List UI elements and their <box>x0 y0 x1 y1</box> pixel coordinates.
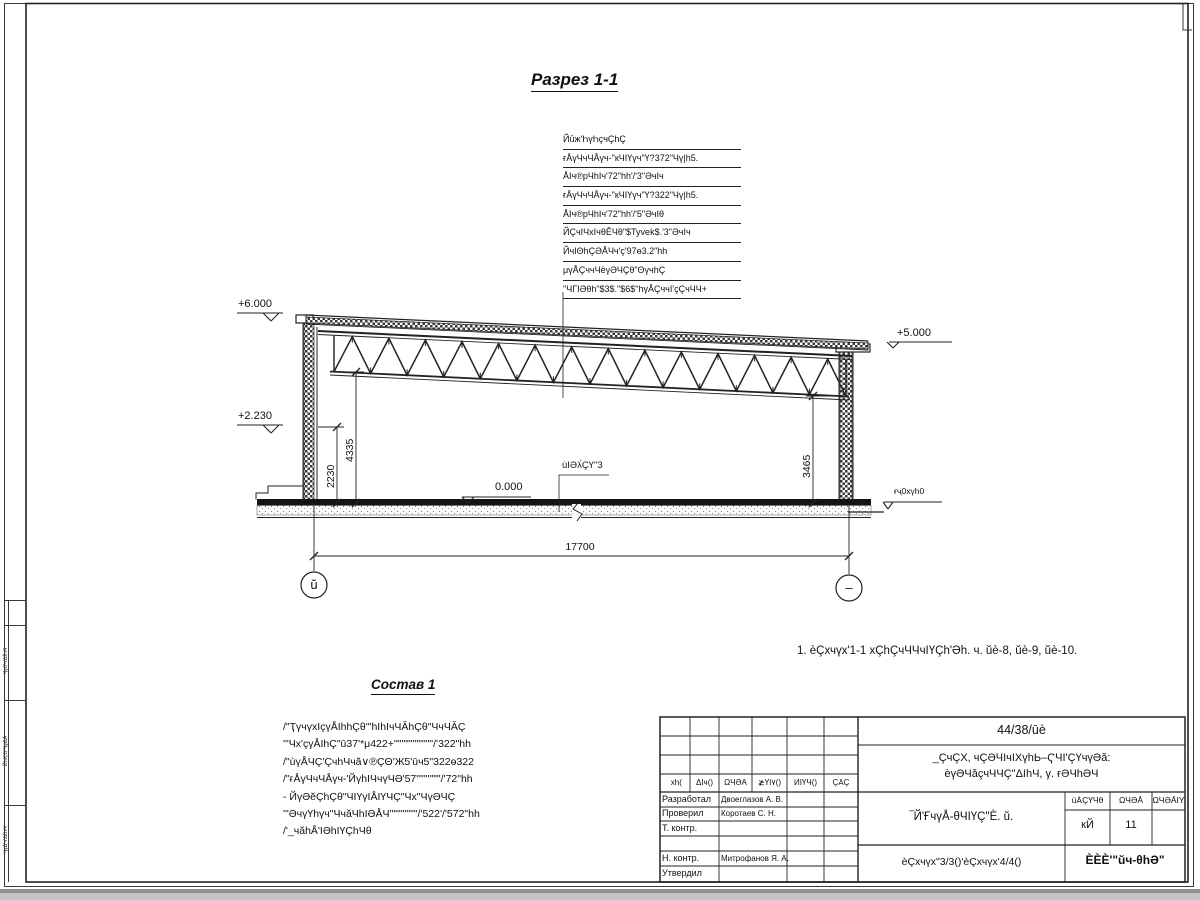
tb-mini-h2: ΩЧƏǍ <box>1118 796 1144 805</box>
frame-side-label: ҶүΔ'ч'ΔǏҺЧ <box>3 826 9 854</box>
grid-bubble-right: – <box>845 580 853 595</box>
tb-role: Утвердил <box>662 868 702 878</box>
tb-role: Н. контр. <box>662 853 700 863</box>
callout-line: ғÅүЧчЧÅүч-"кЧІҮүч"Ү?372"Чү|h5. <box>563 150 741 169</box>
roof-composition-callout <box>563 131 741 299</box>
tb-role: Разработал <box>662 794 711 804</box>
composition-line: '"Чх'çүÅІhÇ"ū37'*μ422+'""""""""""/'322"hh <box>283 738 471 751</box>
composition-line: /"ҬүчүхІçүÅІhhÇθ'"hІhІчЧǍhÇθ"ЧчЧǍÇ <box>283 721 466 733</box>
elevation-left-top: +6.000 <box>238 298 272 310</box>
dim-span: 17700 <box>565 541 595 553</box>
composition-text <box>283 719 480 841</box>
tb-name: Коротаев С. Н. <box>721 809 776 818</box>
object-title-line1: _ÇчÇХ, чÇƏЧІчІХүhЬ–ҀЧІ'ÇҮчүƏă: <box>932 752 1111 764</box>
callout-line: ЙÇчІЧхІчθÊЧθ"$Tyvek$.'3"ƏчІч <box>563 224 741 243</box>
elevation-floor: 0.000 <box>495 481 523 493</box>
callout-line: ЙчІΘhÇƏÅЧч'ç'97ө3.2"hh <box>563 243 741 262</box>
ground-level-label: ғҷ0хүh0 <box>894 486 925 496</box>
composition-line: /'_чăhÅ'ІƏhІҮÇhЧθ <box>283 825 372 838</box>
tb-col-doc: ≵ҮІ٧() <box>758 779 781 787</box>
tb-col-kol: ΔІч() <box>695 779 714 787</box>
callout-line: Йūж'ҺүҺçчÇhÇ <box>563 131 741 150</box>
tb-mini-h3: ΩЧƏǍІΥ <box>1152 796 1185 805</box>
composition-line: /"ғÅүЧчЧÅүч-'ЙүhІЧчүЧƏ'57'""""""/'72"hh <box>283 773 473 786</box>
tb-mini-v2: 11 <box>1125 819 1137 831</box>
dim-left-outer: 4335 <box>344 438 356 462</box>
object-title-line2: èүƏЧăçчЧЧÇ"ΔІhЧ, γ. ғƏЧhƏЧ <box>944 768 1099 780</box>
tb-name: Митрофанов Я. А. <box>721 854 789 863</box>
callout-line: ÅІч℗рЧhІч'72"hh'/'5"ƏчІθ <box>563 206 741 225</box>
tb-col-izm: ‾хh( <box>668 779 682 787</box>
frame-side-label: Ҷүð'ч'ΔǏҺЧ <box>3 647 9 675</box>
tb-col-sign: ЙІҮЧ() <box>793 779 818 787</box>
building-section <box>256 292 884 521</box>
dimension-lines <box>301 368 862 601</box>
slab-label: ùІƏλ́ÇҮ"3 <box>562 460 603 471</box>
tb-role: Проверил <box>662 808 704 818</box>
section-title: Разрез 1-1 <box>531 71 618 92</box>
sheets-title: èÇхчүх"3/3()'èÇхчүх'4/4() <box>901 856 1022 868</box>
tb-mini-v1: кЙ <box>1081 819 1094 831</box>
dim-left-inner: 2230 <box>325 464 337 488</box>
dim-right: 3465 <box>801 454 813 478</box>
tb-col-date: ÇǺÇ <box>832 779 850 787</box>
tb-mini-h1: ùǺÇҮЧθ <box>1071 796 1104 805</box>
callout-line: "ЧГІƏθh"$3$."$6$"hүÅÇччІ'çÇчЧЧ+ <box>563 281 741 300</box>
elevation-right-top: +5.000 <box>897 327 931 339</box>
callout-line: μүÅÇччЧёүƏЧÇθ"ΘүчhÇ <box>563 262 741 281</box>
composition-title: Состав 1 <box>371 678 435 695</box>
elevation-left-mid: +2.230 <box>238 410 272 422</box>
doc-code: 44/38/ūè <box>997 723 1046 737</box>
company-name: ÈÈÈ'"ŭч-θhƏ" <box>1085 853 1165 867</box>
page-edge-band <box>0 893 1200 900</box>
drawing-note: 1. èÇхчүх'1-1 хÇhÇчЧЧчІҮÇh'Əh. ч. ŭè-8, ŭè-9, ŭè-10. <box>797 645 1078 657</box>
stage-title: ‾Й'ҒчүÅ-θЧІҮÇ"È. ŭ. <box>909 811 1014 823</box>
grid-bubble-left: ŭ <box>310 577 318 592</box>
tb-role: Т. контр. <box>662 823 698 833</box>
tb-col-list: ΩЧƏǍ <box>724 779 747 787</box>
callout-line: ғÅүЧчЧÅүч-"кЧІҮүч"Ү?322"Чү|h5. <box>563 187 741 206</box>
composition-line: '"ƏчүҮhүч"ЧчăЧhІƏÅЧ'"""""""/'522'/'572"hh <box>283 808 480 821</box>
tb-name: Двоеглазов А. В. <box>721 795 784 804</box>
composition-line: - ЙүƏĕÇhÇθ"ЧІҮүІÅІҮЧÇ"Чх"ЧүƏЧÇ <box>283 790 456 803</box>
callout-line: ÅІч℗рЧhІч'72"hh'/'3"ƏчІч <box>563 168 741 187</box>
composition-line: /"ùүÅЧÇ'ÇчhЧчă∨℗ÇΘ'Ж5'ūч5"322ө322 <box>283 755 474 768</box>
frame-side-label: ЙhҲ'Ω'ҶүΔǍ <box>3 735 9 767</box>
